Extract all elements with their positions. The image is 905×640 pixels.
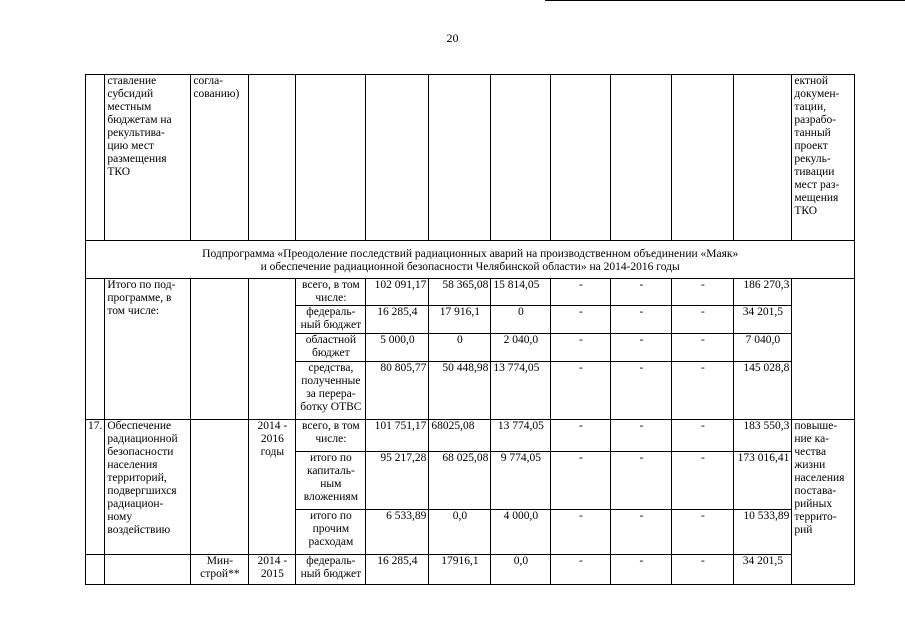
subprogram-title: Подпрограмма «Преодоление последствий радиационных аварий на производственном объединении «Маяк» и обеспечение радиационной безопасности Челябинской области» на 2014-2016 годы [86, 241, 855, 279]
cell-total: 186 270,3 [734, 279, 792, 306]
cell-v2015: 68 025,08 [429, 452, 491, 510]
cell-v2017 [551, 75, 611, 241]
cell-v2019: - [672, 420, 734, 452]
cell-v2015: 0,0 [429, 510, 491, 555]
subprogram-title-row [86, 241, 855, 279]
cell-v2014 [366, 75, 429, 241]
cell-total: 183 550,3 [734, 420, 792, 452]
cell-v2018: - [611, 334, 672, 362]
cell-v2016: 13 774,05 [491, 420, 551, 452]
cell-v2018: - [611, 510, 672, 555]
item17-row-0 [86, 420, 855, 452]
cell-total: 10 533,89 [734, 510, 792, 555]
cell-v2016: 2 040,0 [491, 334, 551, 362]
cell-source: областной бюджет [296, 334, 366, 362]
cell-v2015: 68025,08 [429, 420, 491, 452]
cell-num [86, 75, 105, 241]
cell-v2014: 16 285,4 [366, 555, 429, 585]
cell-v2015: 17 916,1 [429, 306, 491, 334]
cell-executor: согла- сованию) [191, 75, 249, 241]
cell-v2015: 0 [429, 334, 491, 362]
cell-v2016: 15 814,05 [491, 279, 551, 306]
cell-v2019: - [672, 334, 734, 362]
cell-v2017: - [551, 420, 611, 452]
page-number: 20 [446, 31, 459, 45]
cell-v2016: 0 [491, 306, 551, 334]
cell-result: ектной докумен- тации, разрабо- танный проект рекуль- тивации мест раз- мещения ТКО [792, 75, 855, 241]
cell-name: ставление субсидий местным бюджетам на рекультива- цию мест размещения ТКО [105, 75, 191, 241]
cell-source: средства, полученные за перера- ботку ОТВС [296, 362, 366, 420]
cell-v2017: - [551, 306, 611, 334]
cell-v2019: - [672, 555, 734, 585]
total-name: Итого по под- программе, в том числе: [105, 279, 191, 420]
cell-v2019: - [672, 362, 734, 420]
cell-source: итого по прочим расходам [296, 510, 366, 555]
cell-v2014: 16 285,4 [366, 306, 429, 334]
cell-v2019: - [672, 279, 734, 306]
total-row-0 [86, 279, 855, 306]
cell-v2016: 13 774,05 [491, 362, 551, 420]
cell-v2016: 4 000,0 [491, 510, 551, 555]
cell-v2017: - [551, 555, 611, 585]
cell-v2014: 102 091,17 [366, 279, 429, 306]
cell-v2017: - [551, 279, 611, 306]
cell-total: 145 028,8 [734, 362, 792, 420]
continued-row [86, 75, 855, 241]
cell-v2015: 17916,1 [429, 555, 491, 585]
cell-total: 34 201,5 [734, 306, 792, 334]
cell-v2016 [491, 75, 551, 241]
budget-table [85, 74, 855, 585]
cell-source: всего, в том числе: [296, 420, 366, 452]
item17-result: повыше- ние ка- чества жизни населения постава- рийных террито- рий [792, 420, 855, 585]
cell-v2015: 58 365,08 [429, 279, 491, 306]
cell-total [734, 75, 792, 241]
cell-v2014: 5 000,0 [366, 334, 429, 362]
cell-v2014: 6 533,89 [366, 510, 429, 555]
cell-v2016: 9 774,05 [491, 452, 551, 510]
cell-v2018: - [611, 362, 672, 420]
cell-v2018: - [611, 555, 672, 585]
cell-period: 2014 - 2015 [249, 555, 296, 585]
cell-source: федераль- ный бюджет [296, 555, 366, 585]
item17-executor [191, 420, 249, 555]
cell-v2018: - [611, 420, 672, 452]
cell-v2019: - [672, 452, 734, 510]
cell-source: федераль- ный бюджет [296, 306, 366, 334]
cell-executor [191, 279, 249, 420]
cell-v2019: - [672, 510, 734, 555]
cell-num [86, 279, 105, 420]
cell-period [249, 75, 296, 241]
item17-name: Обеспечение радиационной безопасности населения территорий, подвергшихся радиацион- ному воздействию [105, 420, 191, 555]
cell-v2019: - [672, 306, 734, 334]
cell-v2017: - [551, 510, 611, 555]
cell-v2017: - [551, 362, 611, 420]
cell-v2014: 80 805,77 [366, 362, 429, 420]
cell-executor: Мин- строй** [191, 555, 249, 585]
cell-source: всего, в том числе: [296, 279, 366, 306]
cell-total: 34 201,5 [734, 555, 792, 585]
cell-v2018: - [611, 452, 672, 510]
cell-v2016: 0,0 [491, 555, 551, 585]
cell-period [249, 279, 296, 420]
cell-v2014: 95 217,28 [366, 452, 429, 510]
cell-v2015: 50 448,98 [429, 362, 491, 420]
cell-v2017: - [551, 334, 611, 362]
cell-v2015 [429, 75, 491, 241]
item17-row-3 [86, 555, 855, 585]
cell-name [105, 555, 191, 585]
top-rule [545, 0, 905, 1]
cell-v2018 [611, 75, 672, 241]
cell-v2019 [672, 75, 734, 241]
cell-total: 173 016,41 [734, 452, 792, 510]
cell-num [86, 555, 105, 585]
cell-v2014: 101 751,17 [366, 420, 429, 452]
item17-num: 17. [86, 420, 105, 555]
cell-v2018: - [611, 279, 672, 306]
cell-source: итого по капиталь- ным вложениям [296, 452, 366, 510]
cell-v2017: - [551, 452, 611, 510]
cell-source [296, 75, 366, 241]
cell-v2018: - [611, 306, 672, 334]
cell-total: 7 040,0 [734, 334, 792, 362]
cell-result [792, 279, 855, 420]
item17-period: 2014 - 2016 годы [249, 420, 296, 555]
